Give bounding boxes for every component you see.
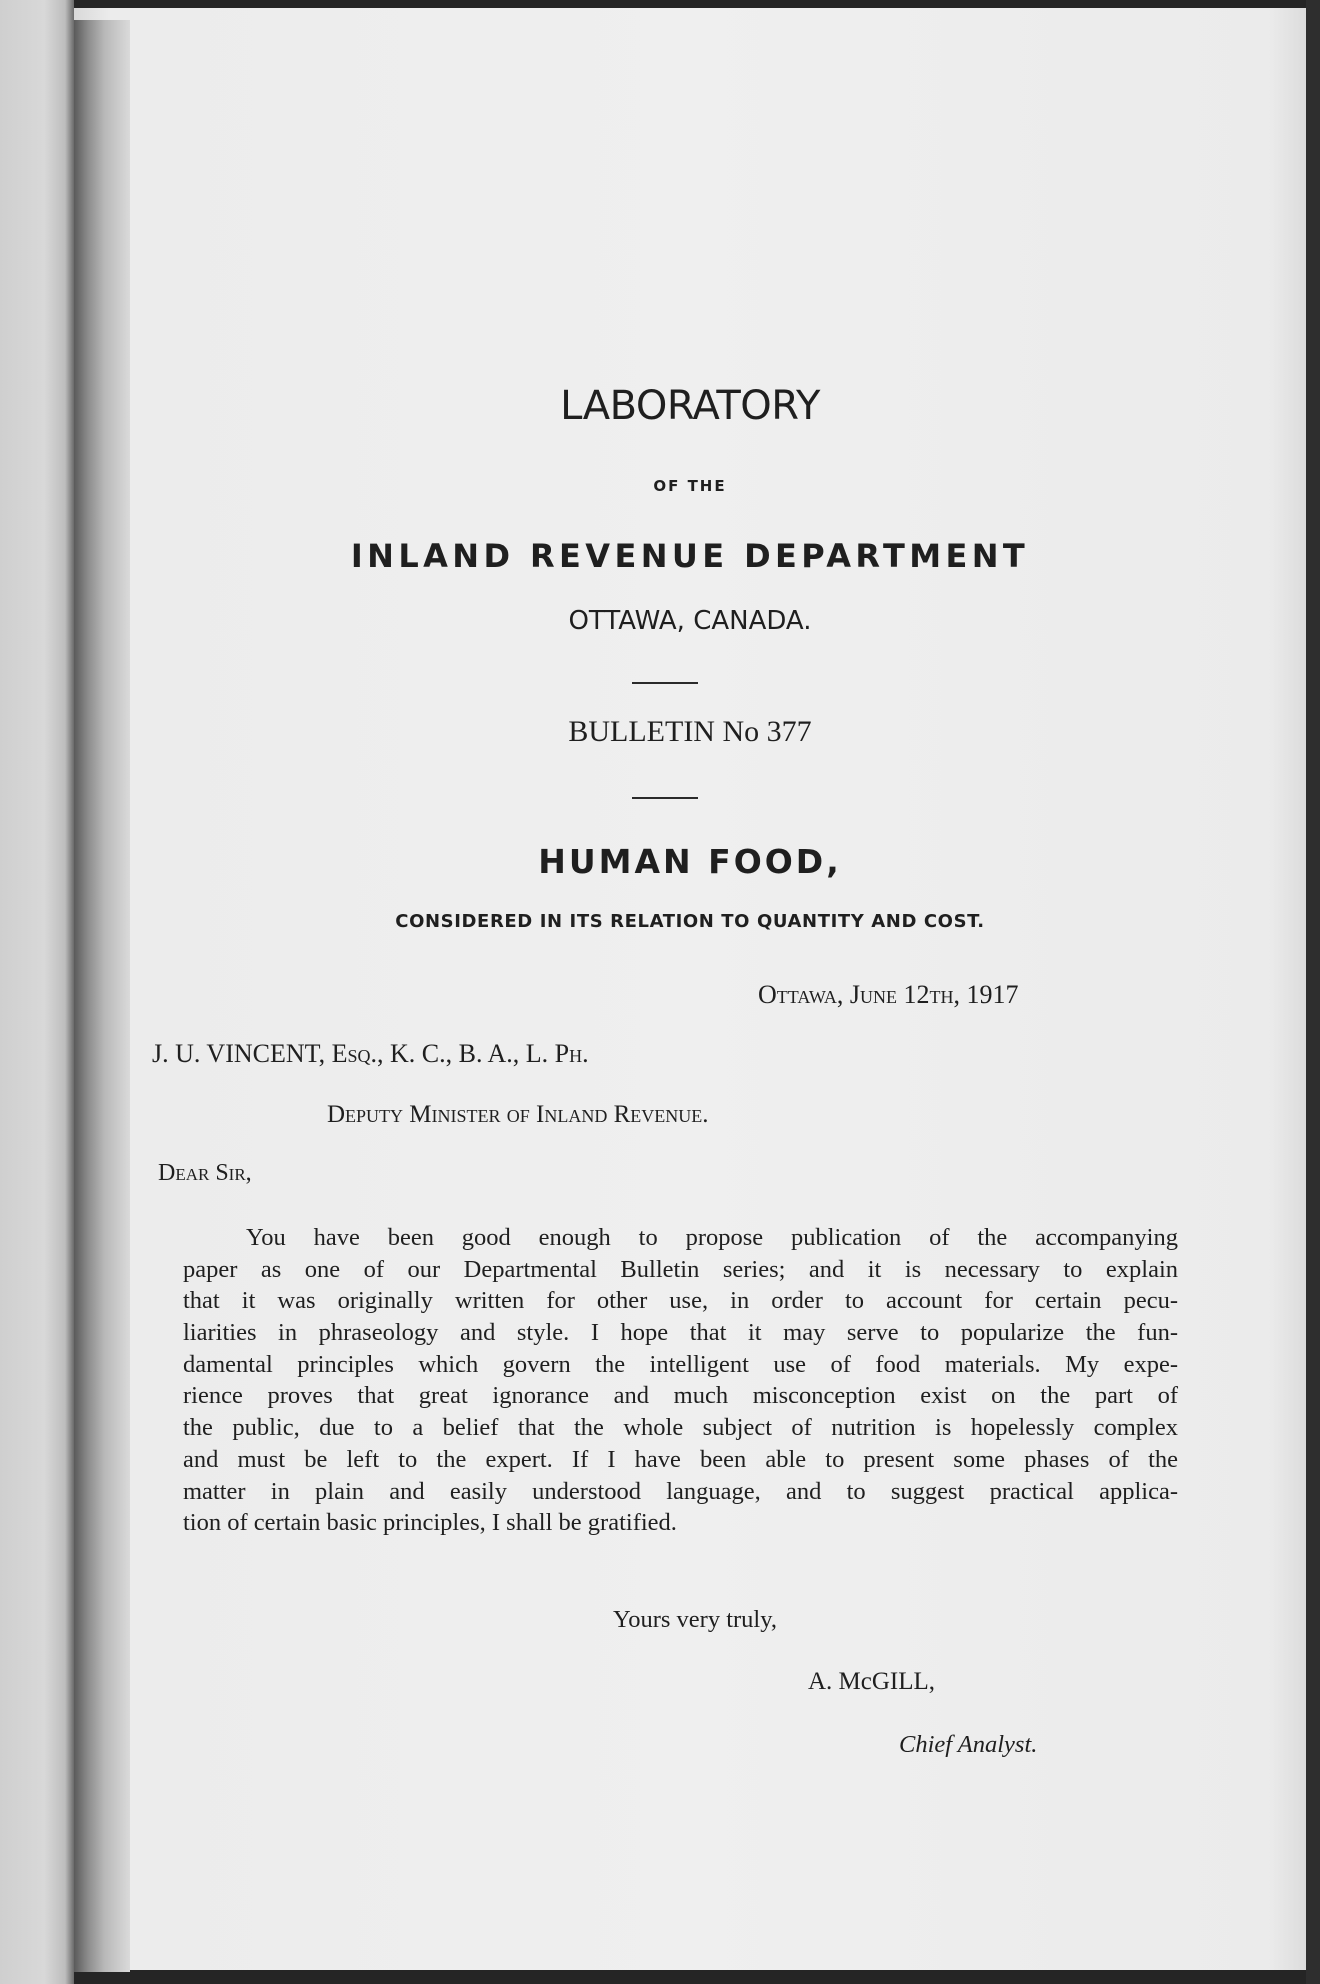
book-binding-shadow <box>74 20 130 1972</box>
laboratory-heading: LABORATORY <box>560 383 820 429</box>
addressee-title: Deputy Minister of Inland Revenue. <box>327 1101 709 1128</box>
separator-rule-bottom <box>632 797 698 799</box>
closing: Yours very truly, <box>613 1606 778 1633</box>
body-line: damental principles which govern the intelligent use of food materials. My expe- <box>183 1350 1178 1378</box>
body-line: You have been good enough to propose publication of the accompanying <box>246 1224 1178 1251</box>
body-line: that it was originally written for other use, in order to account for certain pecu- <box>183 1287 1178 1315</box>
location-line: OTTAWA, CANADA. <box>568 606 812 636</box>
separator-rule-top <box>632 682 698 684</box>
department-heading: INLAND REVENUE DEPARTMENT <box>350 537 1030 575</box>
body-line: matter in plain and easily understood language, and to suggest practical applica- <box>183 1477 1178 1505</box>
subject-title: HUMAN FOOD, <box>538 842 842 881</box>
body-line: tion of certain basic principles, I shall be gratified. <box>183 1509 677 1537</box>
signer-title: Chief Analyst. <box>899 1731 1038 1758</box>
facing-page-edge <box>0 0 74 1984</box>
signature: A. McGILL, <box>808 1668 936 1695</box>
subject-subtitle: CONSIDERED IN ITS RELATION TO QUANTITY AND COST. <box>395 911 985 932</box>
salutation: Dear Sir, <box>158 1160 252 1186</box>
dateline: Ottawa, June 12th, 1917 <box>758 980 1019 1009</box>
body-line: the public, due to a belief that the whole subject of nutrition is hopelessly complex <box>183 1414 1178 1442</box>
body-line: rience proves that great ignorance and much misconception exist on the part of <box>183 1382 1178 1410</box>
bulletin-number: BULLETIN No 377 <box>568 715 812 748</box>
paper-sheet <box>74 8 1306 1970</box>
body-line: liarities in phraseology and style. I hope that it may serve to popularize the fun- <box>183 1319 1178 1347</box>
of-the-line: OF THE <box>653 477 727 495</box>
letter-body <box>183 1222 1178 1539</box>
addressee: J. U. VINCENT, Esq., K. C., B. A., L. Ph. <box>152 1039 589 1068</box>
body-line: and must be left to the expert. If I have been able to present some phases of the <box>183 1445 1178 1473</box>
body-line: paper as one of our Departmental Bulletin series; and it is necessary to explain <box>183 1255 1178 1283</box>
scan-border <box>1306 0 1320 1984</box>
